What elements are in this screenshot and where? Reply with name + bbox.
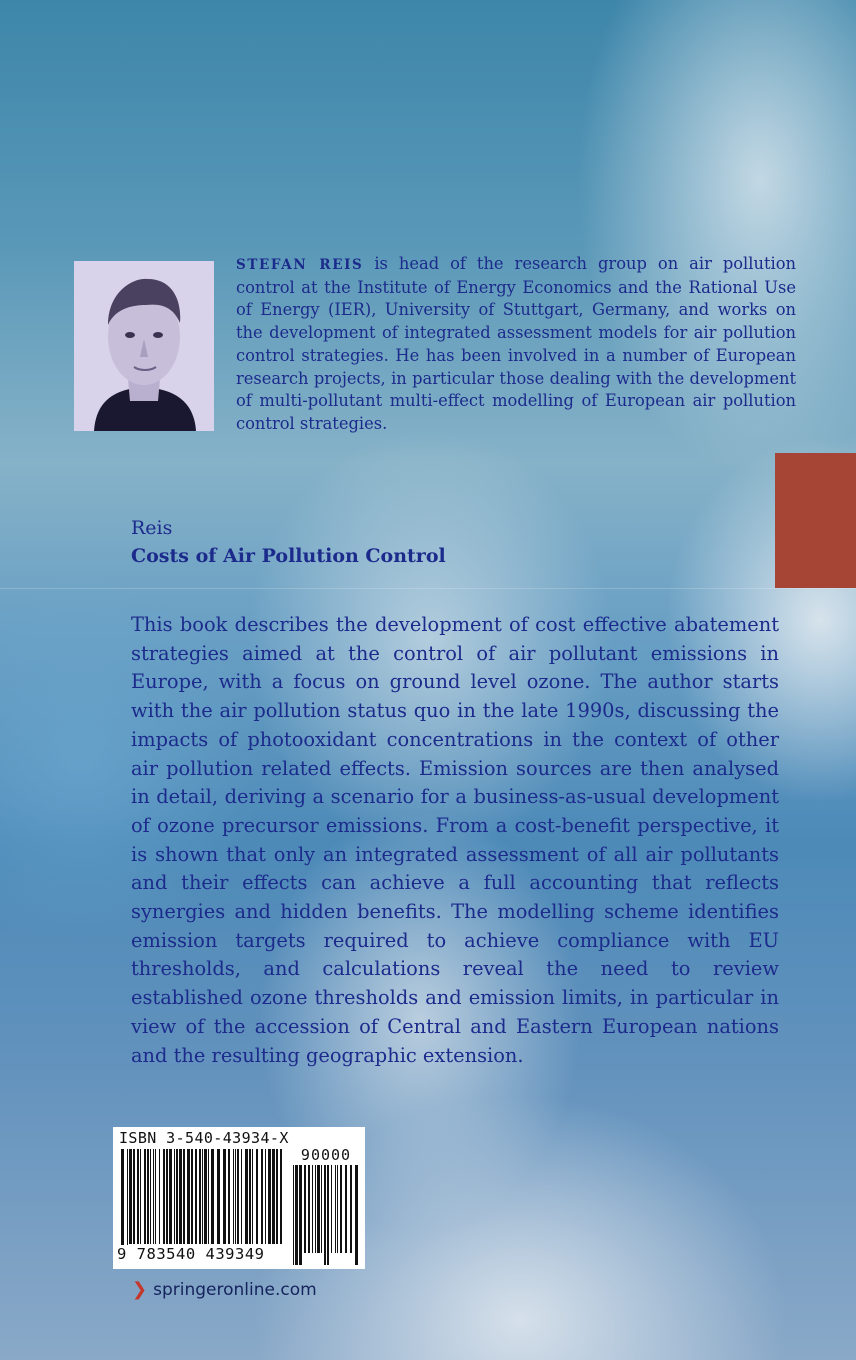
barcode-bar [312,1165,313,1253]
barcode-bar [144,1149,146,1247]
barcode-bar [315,1165,316,1253]
barcode-bar [208,1149,209,1247]
barcode-bar [211,1149,214,1247]
barcode-bar [223,1149,226,1247]
barcode-bar [199,1149,201,1247]
ean-barcode-bars [119,1149,287,1259]
book-title: Costs of Air Pollution Control [131,545,446,567]
barcode-bar [272,1149,275,1247]
barcode-bar [268,1149,271,1247]
barcode-bar [241,1149,242,1247]
barcode-bar [150,1149,151,1247]
barcode-bar [345,1165,347,1253]
barcode-bar [252,1149,253,1247]
barcode-bar [183,1149,185,1247]
barcode-bar [350,1165,352,1253]
barcode-bar [121,1149,124,1259]
barcode-bar [228,1149,230,1247]
barcode-bar [245,1149,248,1247]
barcode-bar [140,1149,141,1247]
barcode-bar [335,1165,336,1253]
publisher-url: springeronline.com [153,1279,317,1300]
barcode-bar [295,1165,298,1265]
ean-number: 9 783540 439349 [117,1245,265,1263]
author-bio-text: is head of the research group on air pollution control at the Institute of Energy Economics and the Rational Use of Energy (IER), University of Stuttgart, Germany, and works on the development of integrated assessment models for air pollution control strategies. He has been involved in a number of European research projects, in particular those dealing with the development of multi-pollutant multi-effect modelling of European air pollution control strategies. [236,254,796,433]
barcode-bar [317,1165,320,1253]
barcode-bar [174,1149,175,1247]
author-bio [236,253,796,436]
barcode-bar [217,1149,220,1247]
publisher-link[interactable] [132,1279,317,1300]
barcode-bar [280,1149,282,1259]
isbn-barcode [113,1127,365,1269]
barcode-bar [355,1165,358,1265]
barcode-bar [166,1149,168,1247]
barcode-bar [235,1149,236,1247]
author-photo [74,261,214,431]
barcode-bar [337,1165,338,1253]
isbn-number: ISBN 3-540-43934-X [119,1129,289,1147]
barcode-bar [179,1149,182,1247]
barcode-bar [321,1165,322,1253]
chevron-right-icon: ❯ [132,1279,148,1300]
barcode-bar [261,1149,263,1247]
barcode-bar [276,1149,278,1247]
barcode-bar [137,1149,139,1247]
barcode-bar [195,1149,197,1247]
barcode-bar [147,1149,149,1247]
barcode-bar [169,1149,172,1247]
book-author: Reis [131,517,173,539]
author-name: STEFAN REIS [236,257,364,273]
barcode-bar [163,1149,165,1247]
barcode-bar [127,1149,128,1259]
barcode-bar [233,1149,234,1247]
barcode-bar [331,1165,332,1253]
barcode-bar [237,1149,239,1247]
barcode-bar [133,1149,135,1247]
barcode-bar [293,1165,294,1265]
barcode-bar [308,1165,310,1253]
addon-barcode-bars [291,1165,361,1265]
barcode-bar [153,1149,154,1247]
barcode-bar [204,1149,207,1259]
barcode-bar [249,1149,251,1247]
barcode-bar [340,1165,342,1253]
barcode-addon-number: 90000 [300,1146,352,1164]
barcode-bar [191,1149,193,1247]
barcode-bar [176,1149,178,1247]
barcode-bar [324,1165,326,1265]
barcode-bar [159,1149,160,1247]
barcode-bar [202,1149,203,1259]
barcode-bar [327,1165,329,1265]
section-divider [0,588,856,589]
spine-accent-tab [775,453,856,588]
barcode-bar [299,1165,302,1265]
barcode-bar [265,1149,266,1247]
book-description: This book describes the development of cost effective abatement strategies aimed at the control of air pollutant emissions in Europe, with a focus on ground level ozone. The author starts with the air pollution status quo in the late 1990s, discussing the impacts of photooxidant concentrations in the context of other air pollution related effects. Emission sources are then analysed in detail, deriving a scenario for a business-as-usual development of ozone precursor emissions. From a cost-benefit perspective, it is shown that only an integrated assessment of all air pollutants and their effects can achieve a full accounting that reflects synergies and hidden benefits. The modelling scheme identifies emission targets required to achieve compliance with EU thresholds, and calculations reveal the need to review established ozone thresholds and emission limits, in particular in view of the accession of Central and Eastern European nations and the resulting geographic extension. [131,613,779,1067]
barcode-bar [129,1149,132,1259]
barcode-bar [187,1149,190,1247]
barcode-bar [304,1165,306,1253]
barcode-bar [155,1149,156,1247]
barcode-bar [256,1149,258,1247]
